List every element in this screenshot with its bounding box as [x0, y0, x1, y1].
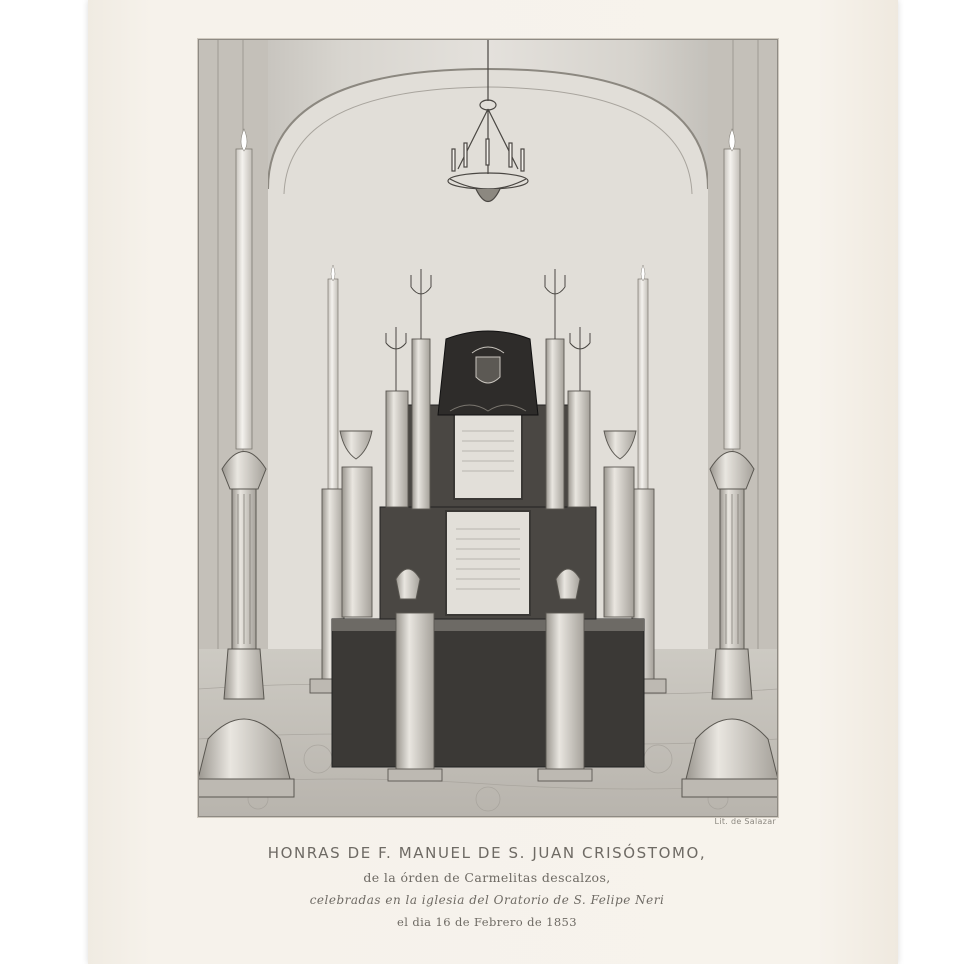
caption-location: celebradas en la iglesia del Oratorio de S. Felipe Neri [309, 893, 665, 907]
catafalque-illustration [198, 39, 778, 817]
lithographer-credit: Lit. de Salazar [714, 817, 776, 826]
caption-title: HONRAS DE F. MANUEL DE S. JUAN CRISÓSTOMO, [267, 844, 707, 862]
lithograph-plate [197, 38, 779, 818]
caption-subtitle: de la órden de Carmelitas descalzos, [363, 870, 611, 885]
caption-date: el dia 16 de Febrero de 1853 [397, 915, 577, 929]
